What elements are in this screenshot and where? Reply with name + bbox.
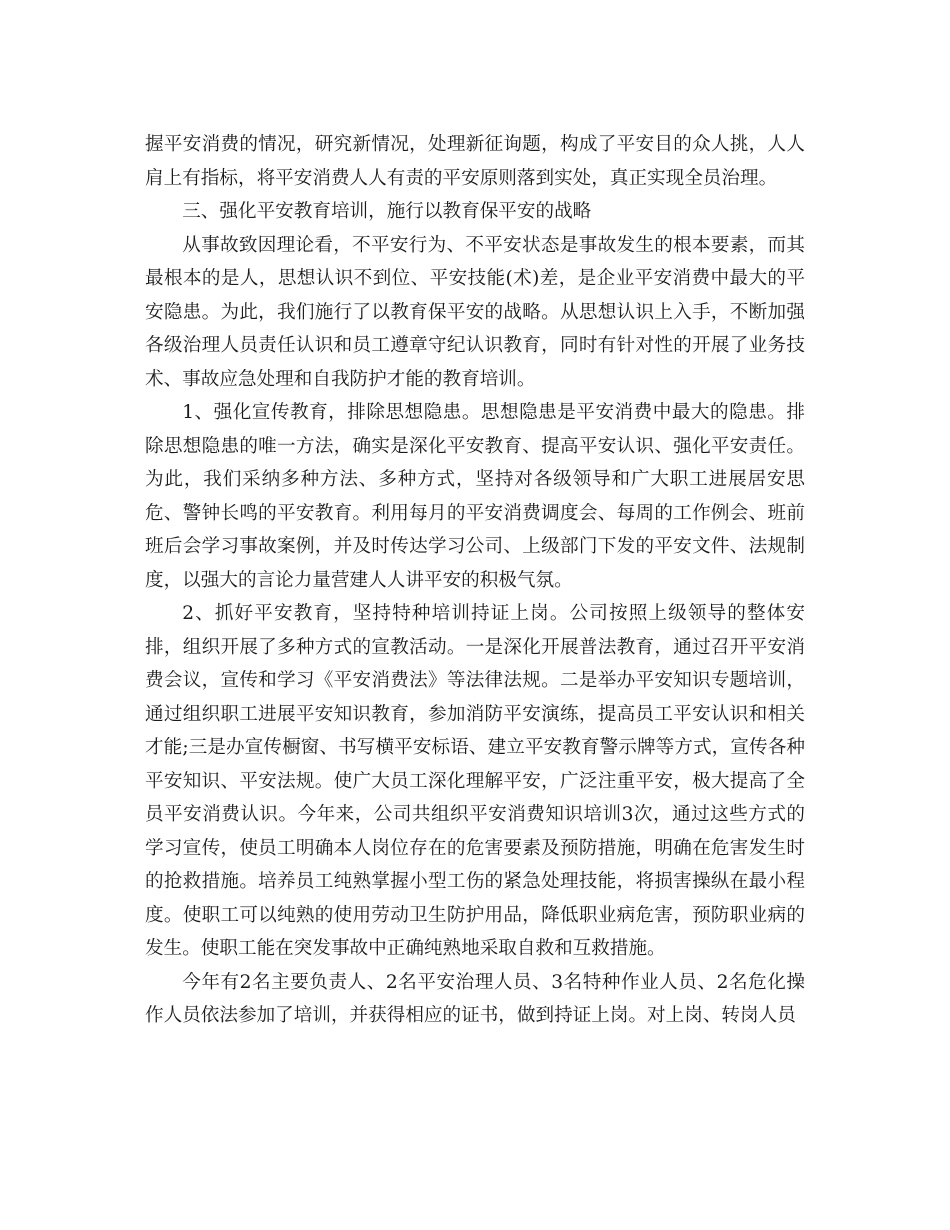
paragraph: 1、强化宣传教育，排除思想隐患。思想隐患是平安消费中最大的隐患。排除思想隐患的唯一方法，确实是深化平安教育、提高平安认识、强化平安责任。为此，我们采纳多种方法、多种方式，坚持对各级领导和广大职工进展居安思危、警钟长鸣的平安教育。利用每月的平安消费调度会、每周的工作例会、班前班后会学习事故案例，并及时传达学习公司、上级部门下发的平安文件、法规制度，以强大的言论力量营建人人讲平安的积极气氛。 xyxy=(145,402,805,591)
paragraph-continuation: 握平安消费的情况，研究新情况，处理新征询题，构成了平安目的众人挑，人人肩上有指标，将平安消费人人有责的平安原则落到实处，真正实现全员治理。 xyxy=(145,134,805,189)
document-body xyxy=(145,128,805,1033)
paragraph: 今年有2名主要负责人、2名平安治理人员、3名特种作业人员、2名危化操作人员依法参加了培训，并获得相应的证书，做到持证上岗。对上岗、转岗人员 xyxy=(145,971,805,1026)
paragraph: 2、抓好平安教育，坚持特种培训持证上岗。公司按照上级领导的整体安排，组织开展了多种方式的宣教活动。一是深化开展普法教育，通过召开平安消费会议，宣传和学习《平安消费法》等法律法规。二是举办平安知识专题培训，通过组织职工进展平安知识教育，参加消防平安演练，提高员工平安认识和相关才能;三是办宣传橱窗、书写横平安标语、建立平安教育警示牌等方式，宣传各种平安知识、平安法规。使广大员工深化理解平安，广泛注重平安，极大提高了全员平安消费认识。今年来，公司共组织平安消费知识培训3次，通过这些方式的学习宣传，使员工明确本人岗位存在的危害要素及预防措施，明确在危害发生时的抢救措施。培养员工纯熟掌握小型工伤的紧急处理技能，将损害操纵在最小程度。使职工可以纯熟的使用劳动卫生防护用品，降低职业病危害，预防职业病的发生。使职工能在突发事故中正确纯熟地采取自救和互救措施。 xyxy=(145,603,805,959)
paragraph: 从事故致因理论看，不平安行为、不平安状态是事故发生的根本要素，而其最根本的是人，思想认识不到位、平安技能(术)差，是企业平安消费中最大的平安隐患。为此，我们施行了以教育保平安的战略。从思想认识上入手，不断加强各级治理人员责任认识和员工遵章守纪认识教育，同时有针对性的开展了业务技术、事故应急处理和自我防护才能的教育培训。 xyxy=(145,234,805,390)
section-heading: 三、强化平安教育培训，施行以教育保平安的战略 xyxy=(182,201,592,222)
